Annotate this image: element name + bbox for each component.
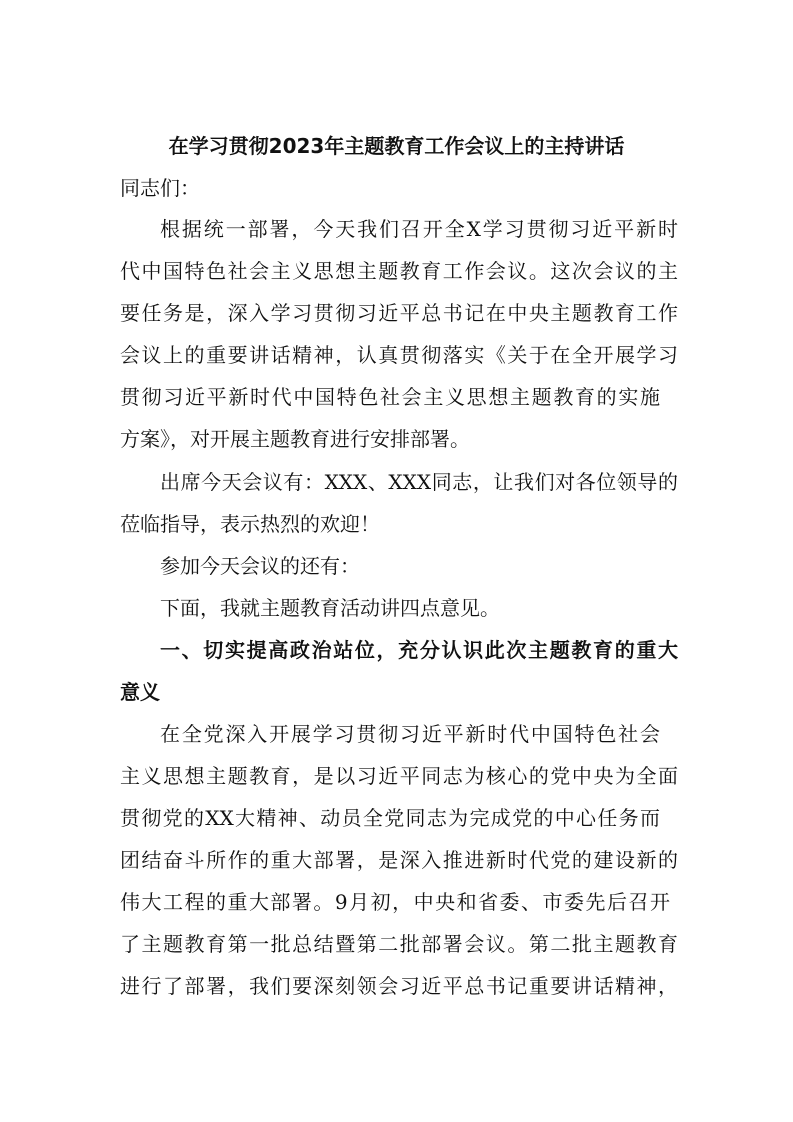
paragraph-line: 在全党深入开展学习贯彻习近平新时代中国特色社会 (160, 722, 660, 746)
paragraph-line: 了主题教育第一批总结暨第二批部署会议。第二批主题教育 (120, 932, 678, 956)
paragraph-line: 代中国特色社会主义思想主题教育工作会议。这次会议的主 (120, 259, 678, 283)
paragraph-line: 进行了部署，我们要深刻领会习近平总书记重要讲话精神， (120, 974, 678, 998)
paragraph-line: 贯彻习近平新时代中国特色社会主义思想主题教育的实施 (120, 385, 660, 409)
paragraph-line: 贯彻党的XX大精神、动员全党同志为完成党的中心任务而 (120, 806, 660, 830)
salutation: 同志们： (120, 176, 200, 200)
paragraph-line: 要任务是，深入学习贯彻习近平总书记在中央主题教育工作 (120, 301, 678, 325)
document-title: 在学习贯彻2023年主题教育工作会议上的主持讲话 (168, 134, 625, 158)
paragraph-line: 方案》，对开展主题教育进行安排部署。 (120, 427, 470, 451)
section-heading: 意义 (120, 680, 160, 704)
paragraph-line: 主义思想主题教育，是以习近平同志为核心的党中央为全面 (120, 764, 678, 788)
paragraph-line: 伟大工程的重大部署。9月初，中央和省委、市委先后召开 (120, 890, 670, 914)
paragraph-line: 参加今天会议的还有： (160, 554, 360, 578)
paragraph-line: 根据统一部署，今天我们召开全X学习贯彻习近平新时 (160, 217, 678, 241)
paragraph-line: 出席今天会议有：XXX、XXX同志，让我们对各位领导的 (160, 470, 678, 494)
paragraph-line: 莅临指导，表示热烈的欢迎！ (120, 512, 380, 536)
paragraph-line: 团结奋斗所作的重大部署，是深入推进新时代党的建设新的 (120, 848, 678, 872)
paragraph-line: 下面，我就主题教育活动讲四点意见。 (160, 596, 500, 620)
section-heading: 一、切实提高政治站位，充分认识此次主题教育的重大 (160, 638, 678, 662)
paragraph-line: 会议上的重要讲话精神，认真贯彻落实《关于在全开展学习 (120, 343, 678, 367)
